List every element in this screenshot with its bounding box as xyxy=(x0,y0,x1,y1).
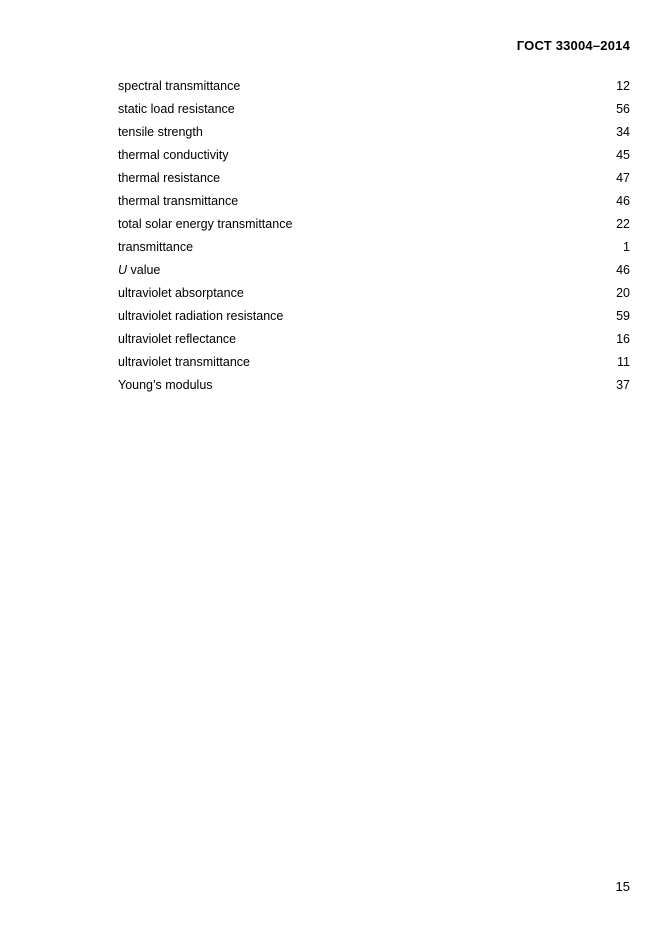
index-term-text: value xyxy=(127,263,161,277)
index-term xyxy=(118,285,244,302)
index-term xyxy=(118,354,250,371)
index-term-text: ultraviolet absorptance xyxy=(118,286,244,300)
index-page-ref: 16 xyxy=(616,332,630,346)
index-page-ref: 11 xyxy=(617,355,630,369)
index-entry xyxy=(118,308,630,331)
index-page-ref: 46 xyxy=(616,194,630,208)
page-number: 15 xyxy=(615,879,630,894)
index-entry xyxy=(118,354,630,377)
index-term xyxy=(118,193,238,210)
index-term-text: thermal transmittance xyxy=(118,194,239,208)
index-term-text: static load resistance xyxy=(118,102,235,116)
index-entry xyxy=(118,124,630,147)
index-term xyxy=(118,262,160,279)
index-page-ref: 12 xyxy=(616,79,630,93)
index-term-text: thermal resistance xyxy=(118,171,221,185)
index-entry xyxy=(118,331,630,354)
index-entry xyxy=(118,377,630,400)
index-term-text: ultraviolet radiation resistance xyxy=(118,309,284,323)
index-page-ref: 56 xyxy=(616,102,630,116)
index-entry xyxy=(118,285,630,308)
index-entry xyxy=(118,193,630,216)
index-page-ref: 34 xyxy=(616,125,630,139)
index-term-text: Young’s modulus xyxy=(118,378,213,392)
index-term-text: tensile strength xyxy=(118,125,203,139)
index-term xyxy=(118,239,193,256)
index-term-text: total solar energy transmittance xyxy=(118,217,293,231)
index-page-ref: 1 xyxy=(623,240,630,254)
index-page-ref: 47 xyxy=(616,171,630,185)
index-entry xyxy=(118,147,630,170)
index-term xyxy=(118,308,283,325)
index-entry xyxy=(118,170,630,193)
index-entry xyxy=(118,262,630,285)
index-term xyxy=(118,78,240,95)
document-header: ГОСТ 33004–2014 xyxy=(516,38,630,53)
index-page-ref: 46 xyxy=(616,263,630,277)
index-page-ref: 20 xyxy=(616,286,630,300)
index-term xyxy=(118,124,203,141)
index-term-text: ultraviolet transmittance xyxy=(118,355,251,369)
index-entry xyxy=(118,78,630,101)
index-term xyxy=(118,101,235,118)
index-term-italic: U xyxy=(118,263,128,277)
index-term xyxy=(118,331,236,348)
index-page-ref: 37 xyxy=(616,378,630,392)
index-term xyxy=(118,170,220,187)
index-term xyxy=(118,147,228,164)
index-entry xyxy=(118,239,630,262)
index-entry xyxy=(118,101,630,124)
index-term xyxy=(118,216,292,233)
index-page-ref: 22 xyxy=(616,217,630,231)
index-list xyxy=(118,78,630,400)
index-page-ref: 59 xyxy=(616,309,630,323)
index-term-text: thermal conductivity xyxy=(118,148,229,162)
index-term xyxy=(118,377,213,394)
index-page-ref: 45 xyxy=(616,148,630,162)
index-term-text: ultraviolet reflectance xyxy=(118,332,237,346)
index-term-text: spectral transmittance xyxy=(118,79,241,93)
index-term-text: transmittance xyxy=(118,240,194,254)
index-entry xyxy=(118,216,630,239)
